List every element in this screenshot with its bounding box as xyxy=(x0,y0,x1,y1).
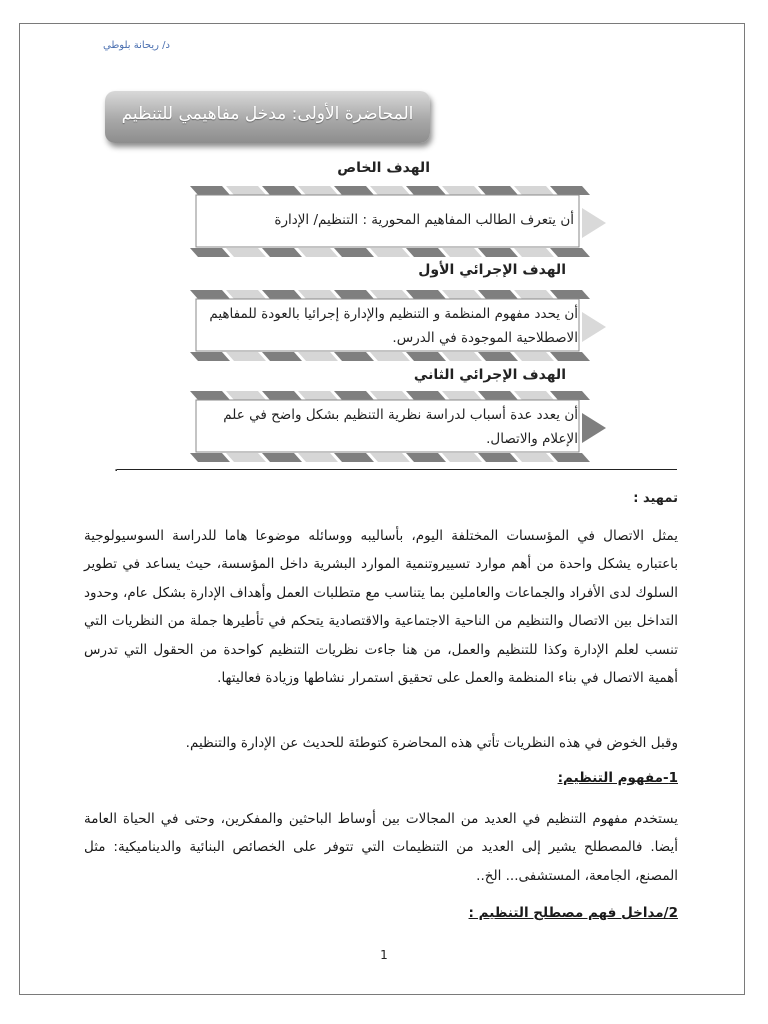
chevron-band-segment xyxy=(550,391,590,400)
goal-block-procedural-1 xyxy=(190,290,610,366)
section-divider xyxy=(117,469,677,470)
chevron-band-segment xyxy=(190,391,230,400)
chevron-band-segment xyxy=(298,352,338,361)
chevron-band-segment xyxy=(298,453,338,462)
lecture-title: المحاضرة الأولى: مدخل مفاهيمي للتنظيم xyxy=(105,91,430,143)
rule-marker: . xyxy=(114,459,119,475)
goal-heading-special: الهدف الخاص xyxy=(337,160,430,176)
chevron-band-segment xyxy=(550,290,590,299)
chevron-band-segment xyxy=(442,391,482,400)
goal-block-procedural-2 xyxy=(190,391,610,467)
chevron-band-segment xyxy=(226,453,266,462)
chevron-band-segment xyxy=(478,186,518,195)
goal-block-special xyxy=(190,186,610,262)
chevron-band-segment xyxy=(514,290,554,299)
arrow-head-icon xyxy=(582,312,606,342)
chevron-band-segment xyxy=(190,290,230,299)
section2-heading: 2/مداخل فهم مصطلح التنظيم : xyxy=(468,905,678,921)
chevron-band-segment xyxy=(370,352,410,361)
intro-paragraph-2: وقبل الخوض في هذه النظريات تأتي هذه المحاضرة كتوطئة للحديث عن الإدارة والتنظيم. xyxy=(185,735,678,751)
chevron-band-segment xyxy=(442,352,482,361)
chevron-band-segment xyxy=(370,248,410,257)
chevron-band-segment xyxy=(298,186,338,195)
chevron-band-segment xyxy=(442,290,482,299)
chevron-band-segment xyxy=(370,186,410,195)
chevron-band-segment xyxy=(226,290,266,299)
chevron-band-segment xyxy=(514,186,554,195)
header-author: د/ ريحانة بلوطي xyxy=(103,40,170,51)
intro-paragraph-1: يمثل الاتصال في المؤسسات المختلفة اليوم، بأساليبه ووسائله موضوعا هاما للدراسة السوسيولوجية باعتباره يشكل واحدة من أهم موارد تسييروتنمية الموارد البشرية داخل المؤسسة، حيث يساعد في تطوير السلوك لدى الأفراد والجماعات والعاملين بما يتناسب مع متطلبات العمل وأهداف الإدارة بشكل عام، وحدود التداخل بين الاتصال والتنظيم من الناحية الاجتماعية والاقتصادية يتحكم في تأطيرها جملة من النظريات التي تنسب لعلم الإدارة وكذا للتنظيم والعمل، من هنا جاءت نظريات التنظيم كواحدة من الحقول التي تدرس أهمية الاتصال في بناء المنظمة والعمل على تحقيق استمرار نشاطها وزيادة فعاليتها. xyxy=(84,528,678,687)
chevron-band-segment xyxy=(514,352,554,361)
chevron-band-segment xyxy=(334,453,374,462)
chevron-band-segment xyxy=(298,290,338,299)
chevron-band-segment xyxy=(370,453,410,462)
chevron-band-segment xyxy=(442,453,482,462)
chevron-band-segment xyxy=(370,391,410,400)
goal-text-special: أن يتعرف الطالب المفاهيم المحورية : التنظيم/ الإدارة xyxy=(274,212,574,228)
chevron-band-segment xyxy=(406,290,446,299)
chevron-band-segment xyxy=(190,352,230,361)
intro-heading: تمهيد : xyxy=(633,491,678,506)
chevron-band-segment xyxy=(334,248,374,257)
chevron-band-segment xyxy=(190,248,230,257)
chevron-band-segment xyxy=(262,290,302,299)
chevron-band-segment xyxy=(478,248,518,257)
chevron-band-segment xyxy=(442,186,482,195)
chevron-band-segment xyxy=(334,391,374,400)
chevron-band-segment xyxy=(334,352,374,361)
chevron-band-segment xyxy=(550,248,590,257)
chevron-band-segment xyxy=(190,186,230,195)
chevron-band-segment xyxy=(478,352,518,361)
chevron-band-segment xyxy=(442,248,482,257)
chevron-band-segment xyxy=(334,186,374,195)
chevron-band-segment xyxy=(406,453,446,462)
chevron-band-segment xyxy=(262,248,302,257)
chevron-band-segment xyxy=(550,453,590,462)
chevron-band-segment xyxy=(226,248,266,257)
arrow-head-icon xyxy=(582,208,606,238)
chevron-band-segment xyxy=(226,391,266,400)
chevron-band-segment xyxy=(478,391,518,400)
chevron-band-segment xyxy=(370,290,410,299)
chevron-band-segment xyxy=(478,453,518,462)
chevron-band-segment xyxy=(262,186,302,195)
chevron-band-segment xyxy=(262,352,302,361)
chevron-band-segment xyxy=(298,248,338,257)
goal-text-procedural-1: أن يحدد مفهوم المنظمة و التنظيم والإدارة إجرائيا بالعودة للمفاهيم الاصطلاحية الموجودة في الدرس. xyxy=(209,306,578,346)
chevron-band-segment xyxy=(226,352,266,361)
page-number: 1 xyxy=(380,948,388,962)
chevron-band-segment xyxy=(406,248,446,257)
section1-paragraph: يستخدم مفهوم التنظيم في العديد من المجالات بين أوساط الباحثين والمفكرين، وحتى في الحياة العامة أيضا. فالمصطلح يشير إلى العديد من التنظيمات التي تتوفر على الخصائص البنائية والديناميكية: مثل المصنع، الجامعة، المستشفى... الخ.. xyxy=(84,811,678,884)
chevron-band-segment xyxy=(478,290,518,299)
goal-heading-procedural-2: الهدف الإجرائي الثاني xyxy=(413,367,566,383)
chevron-band-segment xyxy=(514,453,554,462)
chevron-band-segment xyxy=(406,352,446,361)
chevron-band-segment xyxy=(262,453,302,462)
section1-heading: 1-مفهوم التنظيم: xyxy=(557,770,678,786)
chevron-band-segment xyxy=(406,391,446,400)
chevron-band-segment xyxy=(514,248,554,257)
chevron-band-segment xyxy=(550,186,590,195)
chevron-band-segment xyxy=(406,186,446,195)
chevron-band-segment xyxy=(226,186,266,195)
chevron-band-segment xyxy=(550,352,590,361)
chevron-band-segment xyxy=(334,290,374,299)
chevron-band-segment xyxy=(514,391,554,400)
chevron-band-segment xyxy=(262,391,302,400)
goal-heading-procedural-1: الهدف الإجرائي الأول xyxy=(418,262,566,278)
arrow-head-icon xyxy=(582,413,606,443)
chevron-band-segment xyxy=(190,453,230,462)
goal-text-procedural-2: أن يعدد عدة أسباب لدراسة نظرية التنظيم بشكل واضح في علم الإعلام والاتصال. xyxy=(223,407,578,447)
chevron-band-segment xyxy=(298,391,338,400)
